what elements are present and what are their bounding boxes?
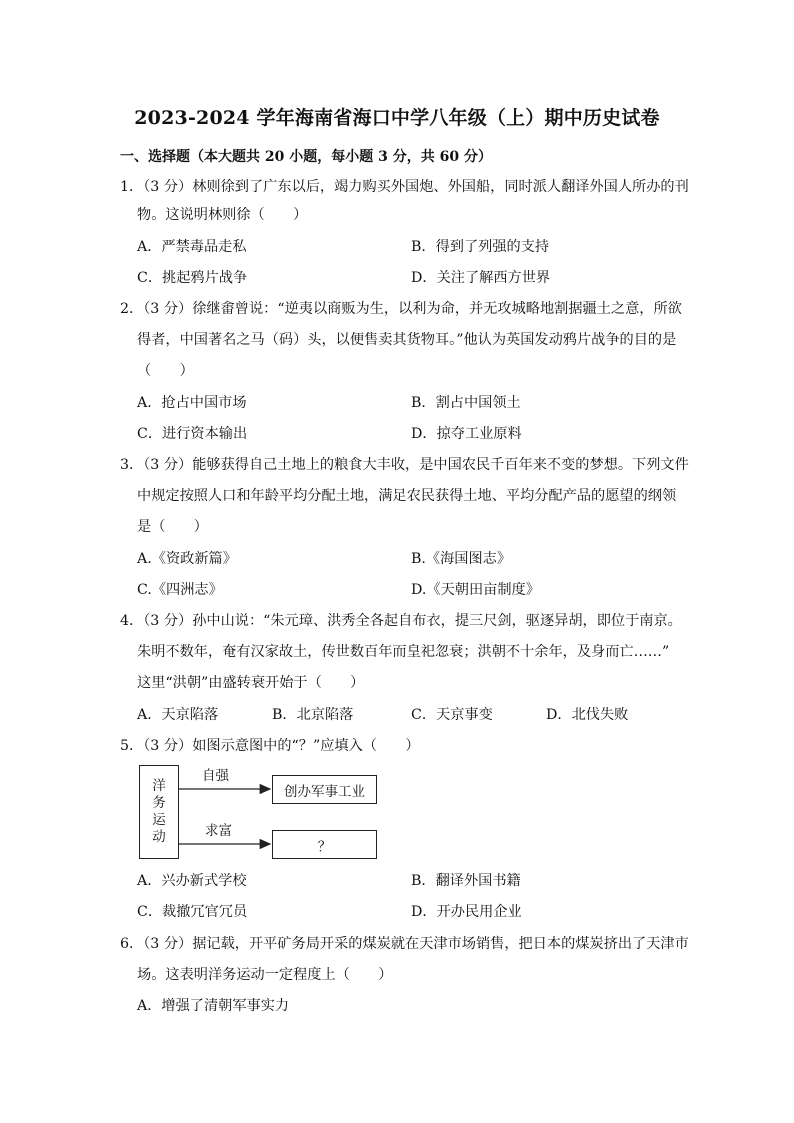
question-5-line-1: 5．（3 分）如图示意图中的“？”应填入（ ） xyxy=(120,738,420,754)
question-2-option-a: A．抢占中国市场 xyxy=(137,395,247,411)
diagram-arrow-2-label: 求富 xyxy=(205,823,232,839)
question-2-line-3: （ ） xyxy=(137,363,194,379)
question-3-line-1: 3．（3 分）能够获得自己土地上的粮食大丰收，是中国农民千百年来不变的梦想。下列文件 xyxy=(120,457,689,473)
question-3-line-2: 中规定按照人口和年龄平均分配土地，满足农民获得土地、平均分配产品的愿望的纲领 xyxy=(137,488,677,504)
yangwu-diagram xyxy=(137,762,397,866)
question-5-option-a: A．兴办新式学校 xyxy=(137,873,247,889)
question-1-line-2: 物。这说明林则徐（ ） xyxy=(137,207,308,223)
diagram-box-2: ？ xyxy=(272,830,377,859)
diagram-arrow-1-label: 自强 xyxy=(202,768,229,784)
exam-title: 2023-2024 学年海南省海口中学八年级（上）期中历史试卷 xyxy=(134,107,660,129)
question-3-option-a: A.《资政新篇》 xyxy=(137,551,237,567)
diagram-vertical-label: 洋务运动 xyxy=(152,778,166,845)
question-2-option-d: D．掠夺工业原料 xyxy=(411,426,522,442)
question-1-line-1: 1．（3 分）林则徐到了广东以后，竭力购买外国炮、外国船，同时派人翻译外国人所办的刊 xyxy=(120,179,689,195)
diagram-box-1: 创办军事工业 xyxy=(272,775,377,804)
question-3-option-b: B.《海国图志》 xyxy=(411,551,512,567)
question-4-line-2: 朱明不数年，奄有汉家故土，传世数百年而皇祀忽衰；洪朝不十余年，及身而亡……” xyxy=(137,644,670,660)
question-5-option-d: D．开办民用企业 xyxy=(411,904,522,920)
question-4-line-1: 4．（3 分）孙中山说：“朱元璋、洪秀全各起自布衣，提三尺剑，驱逐异胡，即位于南京。 xyxy=(120,613,682,629)
question-1-option-c: C．挑起鸦片战争 xyxy=(137,270,248,286)
question-5-option-b: B．翻译外国书籍 xyxy=(411,873,521,889)
question-4-option-d: D．北伐失败 xyxy=(546,707,629,723)
question-2-option-c: C．进行资本输出 xyxy=(137,426,248,442)
question-2-line-2: 得者，中国著名之马（码）头，以便售卖其货物耳。”他认为英国发动鸦片战争的目的是 xyxy=(137,332,677,348)
question-4-option-c: C．天京事变 xyxy=(411,707,493,723)
question-3-option-c: C.《四洲志》 xyxy=(137,582,223,598)
question-5-option-c: C．裁撤冗官冗员 xyxy=(137,904,248,920)
question-1-option-a: A．严禁毒品走私 xyxy=(137,239,247,255)
section-heading: 一、选择题（本大题共 20 小题，每小题 3 分，共 60 分） xyxy=(120,149,492,165)
question-4-option-b: B．北京陷落 xyxy=(272,707,354,723)
question-3-option-d: D.《天朝田亩制度》 xyxy=(411,582,540,598)
question-4-line-3: 这里“洪朝”由盛转衰开始于（ ） xyxy=(137,675,365,691)
question-4-option-a: A．天京陷落 xyxy=(137,707,219,723)
question-1-option-b: B．得到了列强的支持 xyxy=(411,239,550,255)
question-6-line-1: 6．（3 分）据记载，开平矿务局开采的煤炭就在天津市场销售，把日本的煤炭挤出了天津市 xyxy=(120,936,689,952)
question-2-line-1: 2．（3 分）徐继畬曾说：“逆夷以商贩为生，以利为命，并无攻城略地割据疆土之意，所欲 xyxy=(120,301,682,317)
question-6-option-a: A．增强了清朝军事实力 xyxy=(137,998,290,1014)
question-2-option-b: B．割占中国领土 xyxy=(411,395,521,411)
question-3-line-3: 是（ ） xyxy=(137,519,208,535)
question-6-line-2: 场。这表明洋务运动一定程度上（ ） xyxy=(137,967,393,983)
question-1-option-d: D．关注了解西方世界 xyxy=(411,270,551,286)
